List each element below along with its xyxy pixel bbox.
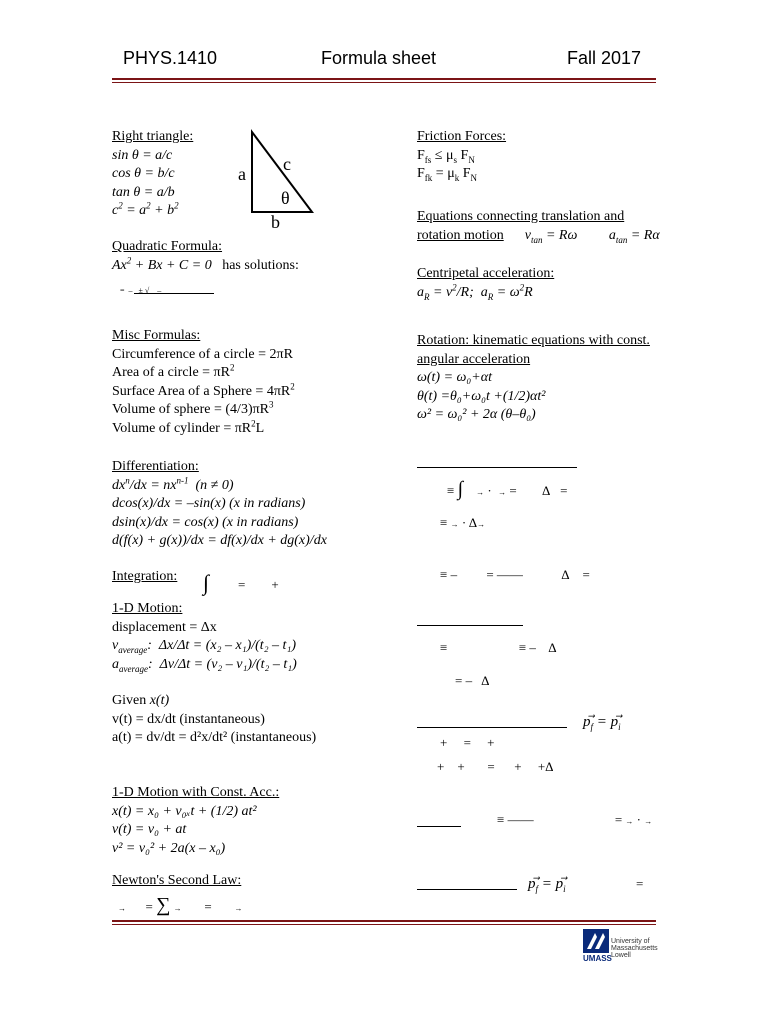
triangle-label-theta: θ	[281, 188, 290, 208]
triangle-label-a: a	[238, 164, 246, 184]
integral-symbol: ∫	[203, 570, 210, 595]
right-triangle-block: Right triangle: sin θ = a/c cos θ = b/c tan θ = a/b $c^2 = a^2 + b^2$	[112, 129, 194, 219]
page-title: Formula sheet	[321, 48, 437, 68]
potential-fragment-2: = – Δ	[455, 673, 490, 688]
potential-section-line	[417, 625, 523, 626]
differentiation-block: Differentiation: $dx^n/dx = nx^{n-1}$ (n ≠ 0) dcos(x)/dx = –sin(x) (x in radians) dsin(x)/dx = cos(x) (x in radians) d(f(x) + g(x))/dx = df(x)/dx + dg(x)/dx	[112, 459, 327, 549]
newton-fragment: → = ∑ → = →	[118, 894, 243, 916]
rotation-block: Rotation: kinematic equations with const. angular acceleration ω(t) = ω₀+αt θ(t) =θ₀+ω₀t +(1/2)αt² ω² = ω₀² + 2α (θ–θ₀)	[417, 333, 650, 423]
work-section-line	[417, 467, 577, 468]
quadratic-block: Quadratic Formula: $Ax^2 + Bx + C = 0$ has solutions:	[112, 239, 299, 273]
footer-rule	[112, 920, 656, 922]
motion-1d-block: 1-D Motion: displacement = Δx $v_{average}$: Δx/Δt = (x₂ – x₁)/(t₂ – t₁) $a_{average}$: Δv/Δt = (v₂ – v₁)/(t₂ – t₁)	[112, 601, 297, 674]
const-acc-block: 1-D Motion with Const. Acc.: x(t) = x₀ + v₀ₓt + (1/2) at² v(t) = v₀ + at v² = v₀² + 2a(x – x₀)	[112, 785, 280, 856]
umass-logo-mark	[583, 929, 609, 953]
integration-fragment: = +	[238, 577, 279, 592]
impulse-fragment: ≡ —— = → · →	[497, 812, 653, 827]
translation-rotation-block: Equations connecting translation and rotation motion $v_{tan} = R\omega$ $a_{tan} = R\alpha$	[417, 209, 660, 245]
quadratic-fragment: = – ± √ –	[120, 286, 162, 295]
momentum-section-line	[417, 889, 517, 890]
energy-cons-fragment: + = +	[440, 735, 495, 750]
energy-fragment: ≡ – = —— Δ =	[440, 567, 590, 582]
work-fragment: ≡ ∫ → · → = Δ =	[447, 478, 568, 500]
newton-heading: Newton's Second Law:	[112, 873, 242, 888]
term: Fall 2017	[567, 48, 642, 68]
umass-logo-icon	[583, 929, 609, 953]
centripetal-block: Centripetal acceleration: $a_R = v^2/R$; $a_R = \omega^2R$	[417, 266, 555, 302]
potential-fragment: ≡ ≡ – Δ	[440, 640, 557, 655]
footer-rule-thin	[112, 924, 656, 925]
right-triangle-figure	[236, 128, 326, 232]
power-fragment: ≡ → · Δ→	[440, 515, 486, 530]
quadratic-fraction-bar	[134, 293, 214, 294]
given-block: Given x(t) v(t) = dx/dt (instantaneous) a(t) = dv/dt = d²x/dt² (instantaneous)	[112, 693, 317, 746]
header-rule	[112, 78, 656, 80]
energy-cons-section-line	[417, 727, 567, 728]
integration-heading: Integration:	[112, 569, 178, 584]
friction-block: Friction Forces: $F_{fs} \le \mu_s$ $F_N$ $F_{fk} = \mu_k$ $F_N$	[417, 129, 507, 183]
energy-cons-fragment-2: + + = + +Δ	[437, 759, 554, 774]
momentum-fragment: =	[636, 876, 644, 891]
header-rule-thin	[112, 82, 656, 83]
momentum-conservation-2: $p_f⃗ = p_i$	[528, 876, 566, 894]
triangle-label-c: c	[283, 154, 291, 174]
impulse-section-line	[417, 826, 461, 827]
umass-logo-text: University of Massachusetts Lowell	[611, 938, 658, 959]
umass-logo-wordmark: UMASS	[583, 954, 612, 963]
misc-formulas-block: Misc Formulas: Circumference of a circle = 2πR Area of a circle = $\pi R^2$ Surface Area of a Sphere = $4\pi R^2$ Volume of sphere = $(4/3)\pi R^3$ Volume of cylinder = $\pi R^2L$	[112, 328, 295, 436]
triangle-label-b: b	[271, 212, 280, 232]
course-code: PHYS.1410	[123, 48, 218, 68]
momentum-conservation-1: $p_f⃗ = p_i$	[583, 714, 621, 732]
